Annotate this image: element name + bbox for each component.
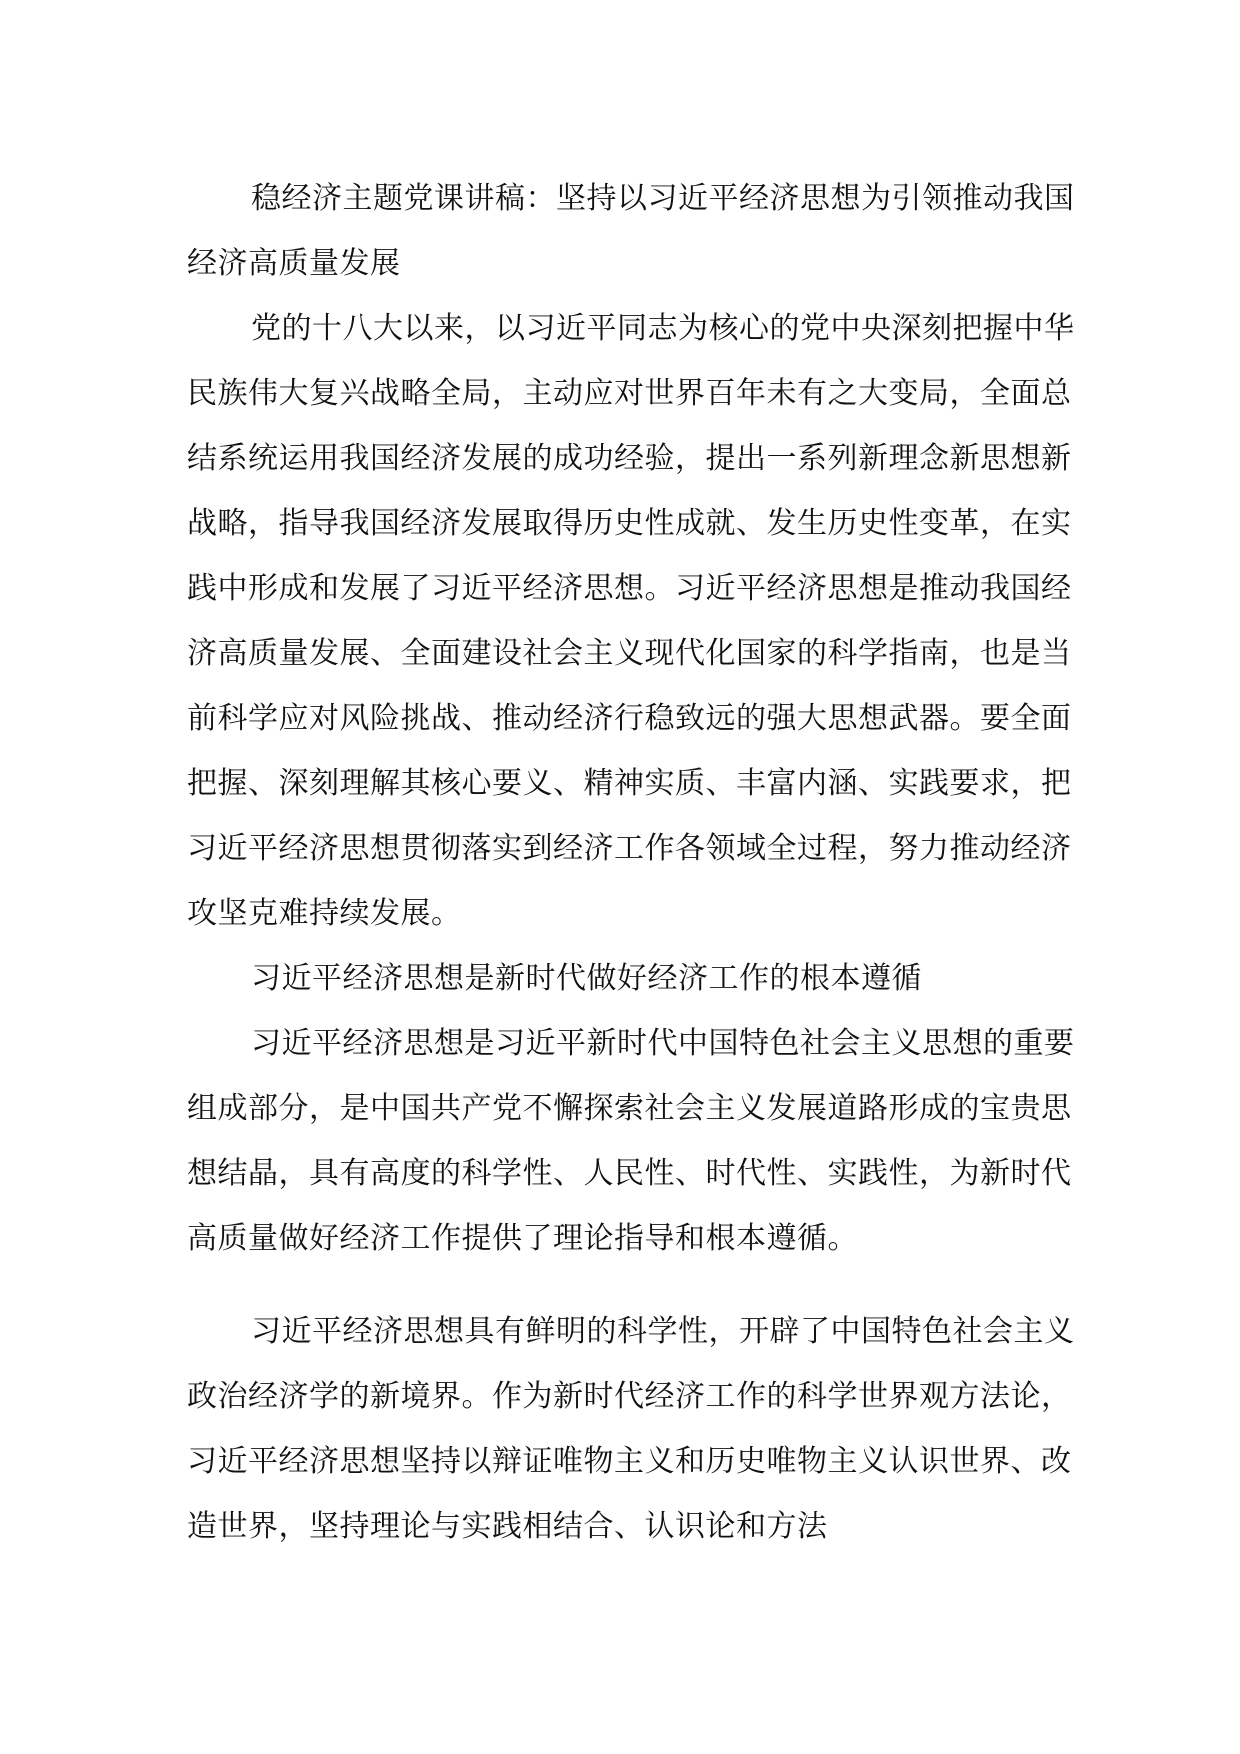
document-body xyxy=(187,166,1077,1559)
document-title: 稳经济主题党课讲稿：坚持以习近平经济思想为引领推动我国经济高质量发展 xyxy=(187,181,1075,281)
paragraph-scientific: 习近平经济思想具有鲜明的科学性，开辟了中国特色社会主义政治经济学的新境界。作为新时代经济工作的科学世界观方法论，习近平经济思想坚持以辩证唯物主义和历史唯物主义认识世界、改造世界，坚持理论与实践相结合、认识论和方法 xyxy=(187,1314,1075,1544)
paragraph-intro: 党的十八大以来，以习近平同志为核心的党中央深刻把握中华民族伟大复兴战略全局，主动应对世界百年未有之大变局，全面总结系统运用我国经济发展的成功经验，提出一系列新理念新思想新战略，指导我国经济发展取得历史性成就、发生历史性变革，在实践中形成和发展了习近平经济思想。习近平经济思想是推动我国经济高质量发展、全面建设社会主义现代化国家的科学指南，也是当前科学应对风险挑战、推动经济行稳致远的强大思想武器。要全面把握、深刻理解其核心要义、精神实质、丰富内涵、实践要求，把习近平经济思想贯彻落实到经济工作各领域全过程，努力推动经济攻坚克难持续发展。 xyxy=(187,311,1075,931)
section-heading: 习近平经济思想是新时代做好经济工作的根本遵循 xyxy=(251,961,922,996)
paragraph-foundation: 习近平经济思想是习近平新时代中国特色社会主义思想的重要组成部分，是中国共产党不懈探索社会主义发展道路形成的宝贵思想结晶，具有高度的科学性、人民性、时代性、实践性，为新时代高质量做好经济工作提供了理论指导和根本遵循。 xyxy=(187,1026,1075,1256)
